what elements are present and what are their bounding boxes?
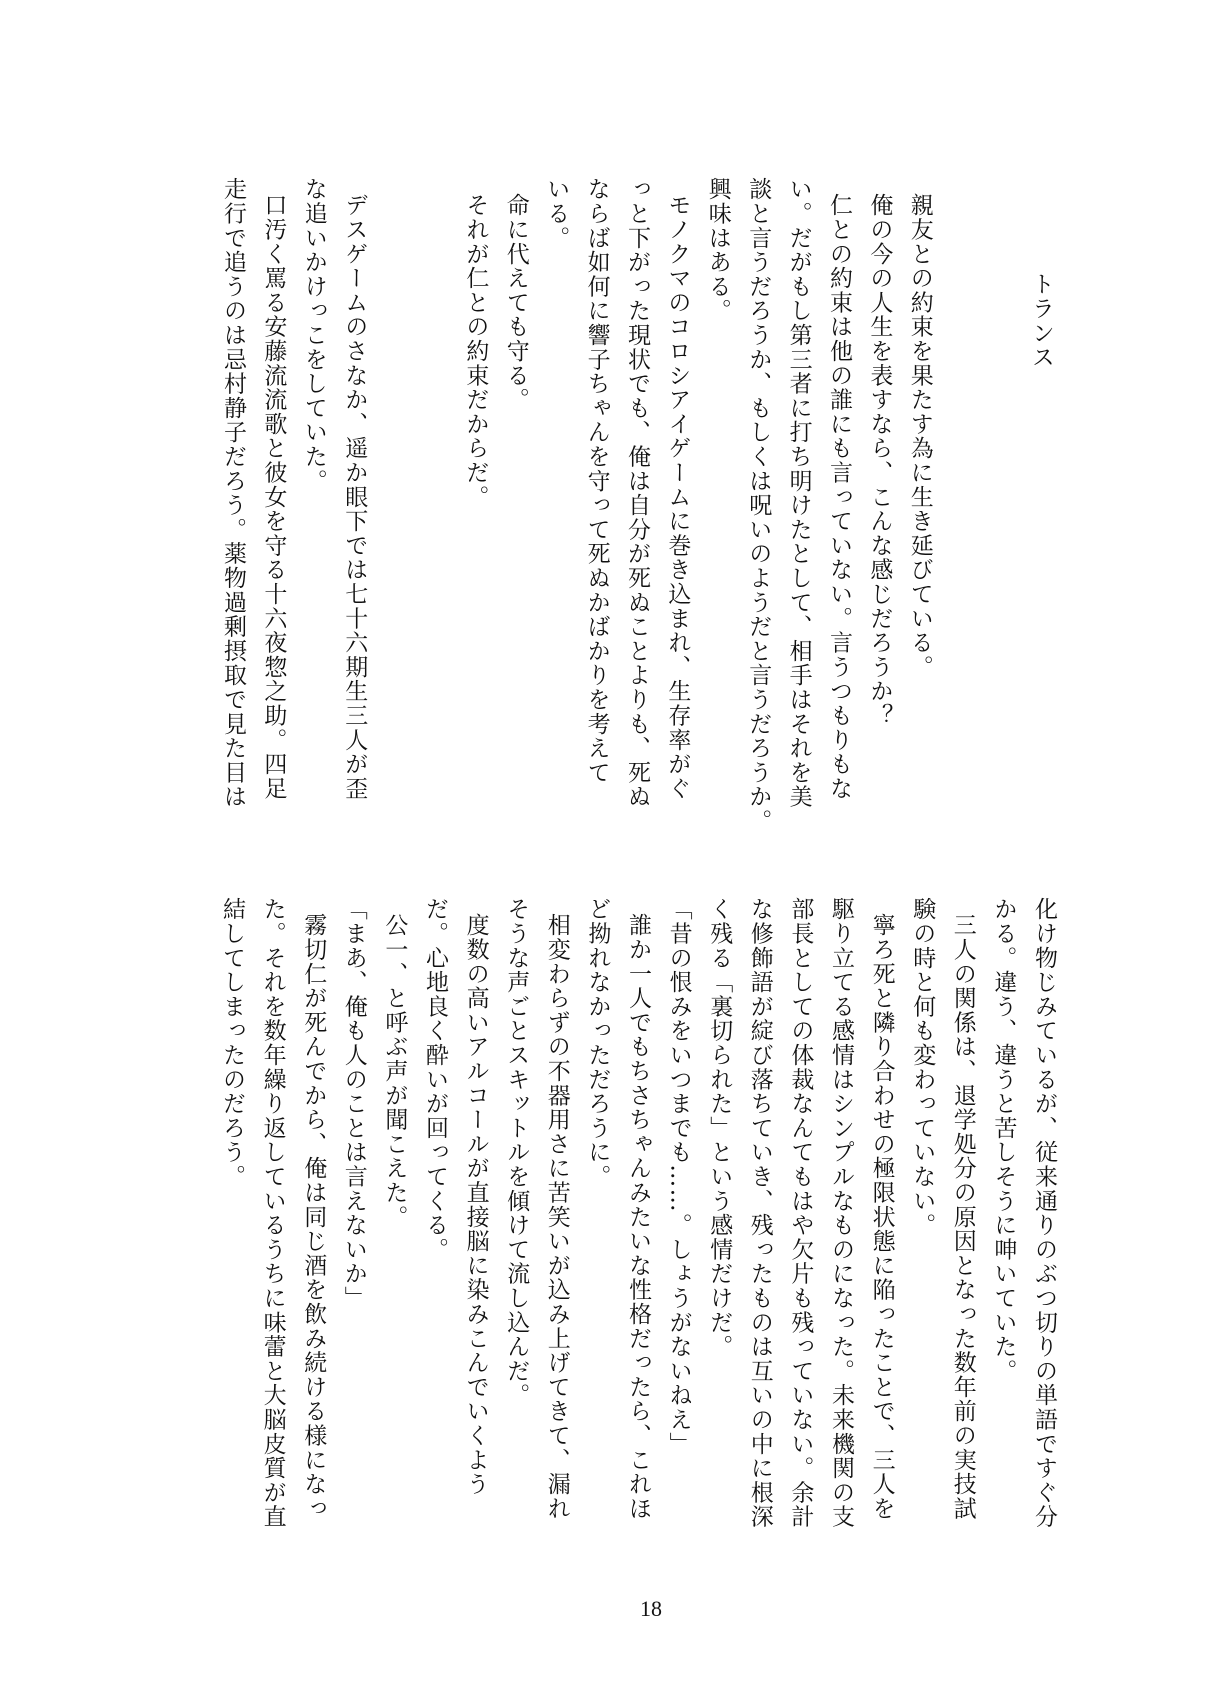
text-line: 化け物じみているが、従来通りのぶつ切りの単語ですぐ分	[1031, 897, 1057, 1529]
text-line: 部長としての体裁なんてもはや欠片も残っていない。余計	[787, 897, 814, 1529]
text-line: 談と言うだろうか、もしくは呪いのようだと言うだろうか。	[745, 177, 772, 834]
text-line: モノクマのコロシアイゲームに巻き込まれ、生存率がぐ	[664, 193, 691, 801]
text-line: かる。違う、違うと苦しそうに呻いていた。	[990, 897, 1017, 1383]
text-line: 験の時と何も変わっていない。	[909, 897, 936, 1238]
text-line: 走行で追うのは忌村静子だろう。薬物過剰摂取で見た目は	[220, 177, 246, 809]
text-line: ど拗れなかっただろうに。	[584, 897, 611, 1189]
text-line: 誰か一人でもちさちゃんみたいな性格だったら、これほ	[625, 913, 651, 1521]
page-number: 18	[640, 1596, 662, 1621]
text-line: 「まあ、俺も人のことは言えないか」	[340, 897, 367, 1311]
text-line: いる。	[543, 177, 570, 250]
text-line: それが仁との約束だからだ。	[462, 193, 489, 509]
text-line: な追いかけっこをしていた。	[300, 177, 327, 493]
text-line: 興味はある。	[704, 177, 731, 323]
text-line: デスゲームのさなか、遥か眼下では七十六期生三人が歪	[341, 193, 368, 801]
text-line: 「昔の恨みをいつまでも……。しょうがないねえ」	[665, 897, 692, 1456]
text-line: 霧切仁が死んでから、俺は同じ酒を飲み続ける様になっ	[300, 913, 327, 1521]
chapter-title: トランス	[1028, 272, 1054, 370]
text-line: 命に代えても守る。	[502, 193, 529, 412]
text-line: た。それを数年繰り返しているうちに味蕾と大脳皮質が直	[259, 897, 286, 1529]
text-line: っと下がった現状でも、俺は自分が死ぬことよりも、死ぬ	[624, 177, 650, 809]
text-line: 三人の関係は、退学処分の原因となった数年前の実技試	[949, 913, 976, 1521]
text-line: 口汚く罵る安藤流流歌と彼女を守る十六夜惣之助。四足	[260, 193, 287, 801]
text-line: 結してしまったのだろう。	[219, 897, 245, 1189]
text-line: だ。心地良く酔いが回ってくる。	[422, 897, 448, 1262]
text-line: そうな声ごとスキットルを傾けて流し込んだ。	[503, 897, 530, 1408]
text-line: ならば如何に響子ちゃんを守って死ぬかばかりを考えて	[583, 177, 610, 785]
text-line: い。だがもし第三者に打ち明けたとして、相手はそれを美	[785, 177, 812, 809]
text-line: 寧ろ死と隣り合わせの極限状態に陥ったことで、三人を	[868, 913, 895, 1521]
text-line: 公一、と呼ぶ声が聞こえた。	[381, 913, 408, 1229]
text-line: く残る「裏切られた」という感情だけだ。	[706, 897, 733, 1359]
text-line: 俺の今の人生を表すなら、こんな感じだろうか？	[866, 193, 893, 728]
text-line: 相変わらずの不器用さに苦笑いが込み上げてきて、漏れ	[543, 913, 570, 1521]
text-line: 度数の高いアルコールが直接脳に染みこんでいくよう	[462, 913, 489, 1497]
text-line: 仁との約束は他の誰にも言っていない。言うつもりもな	[826, 193, 852, 801]
text-line: 親友との約束を果たす為に生き延びている。	[906, 193, 933, 679]
text-line: 駆り立てる感情はシンプルなものになった。未来機関の支	[828, 897, 854, 1529]
text-line: な修飾語が綻び落ちていき、残ったものは互いの中に根深	[746, 897, 773, 1529]
